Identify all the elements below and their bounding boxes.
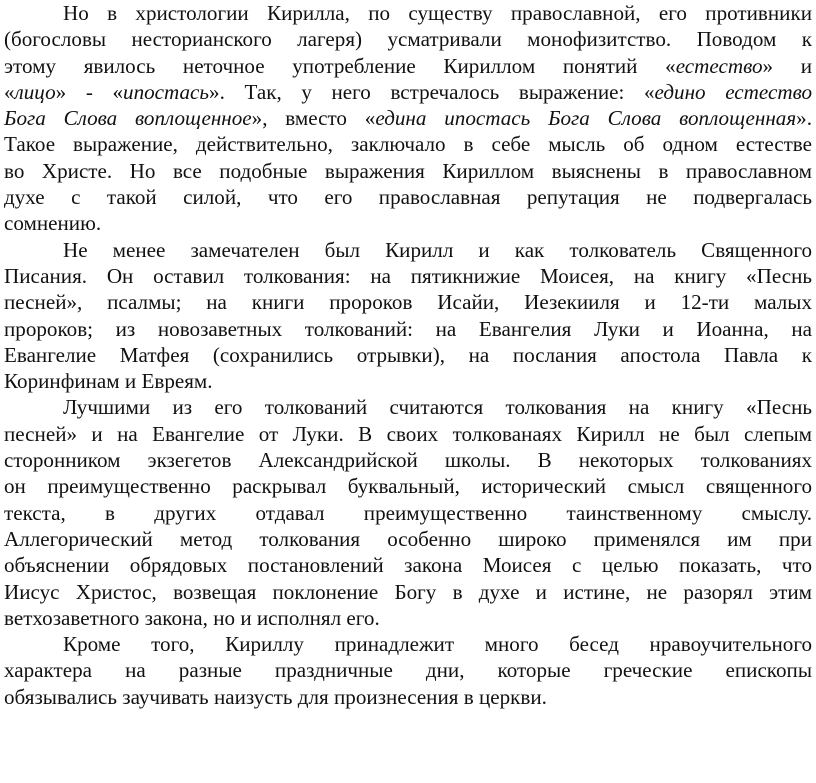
text-line: характера на разные праздничные дни, которые греческие епископы [4,658,812,683]
text-line: пророков; из новозаветных толкований: на Евангелия Луки и Иоанна, на [4,316,812,341]
text-line: ветхозаветного закона, но и исполнял его. [4,605,380,630]
paragraph-homilies [4,631,812,710]
text-line: Бога Слова воплощенное», вместо «едина ипостась Бога Слова воплощенная». [4,106,812,131]
text-line: духе с такой силой, что его православная репутация не подвергалась [4,185,812,210]
italic-term: лицо [14,79,56,104]
text-line: песней» и на Евангелие от Луки. В своих толкованаях Кирилл не был слепым [4,421,812,446]
text-line: Писания. Он оставил толкования: на пятикнижие Моисея, на книгу «Песнь [4,263,812,288]
text-line: Такое выражение, действительно, заключало в себе мысль об одном естестве [4,132,812,157]
text-line: Но в христологии Кирилла, по существу православной, его противники [63,1,812,25]
paragraph-best-interpretations [4,394,812,631]
italic-quote: Бога Слова воплощенное [4,106,252,131]
text-line: Лучшими из его толкований считаются толкования на книгу «Песнь [63,395,812,420]
text-line: сторонником экзегетов Александрийской школы. В некоторых толкованиях [4,448,812,473]
text-line: Не менее замечателен был Кирилл и как толкователь Священного [63,237,812,262]
text-line: сомнению. [4,211,102,236]
text-line: Коринфинам и Евреям. [4,369,213,394]
paragraph-christology [4,0,812,237]
italic-term: естество [675,53,763,78]
text-line: Иисус Христос, возвещая поклонение Богу в духе и истине, не разорял этим [4,579,812,604]
text-line: во Христе. Но все подобные выражения Кириллом выяснены в православном [4,158,812,183]
text-line: Кроме того, Кириллу принадлежит много бесед нравоучительного [63,632,812,657]
text-line: «лицо» - «ипостась». Так, у него встречалось выражение: «едино естество [4,79,813,104]
text-line: Евангелие Матфея (сохранились отрывки), на послания апостола Павла к [4,342,812,367]
text-line: этому явилось неточное употребление Кириллом понятий «естество» и [4,53,813,78]
text-line: текста, в других отдавал преимущественно таинственному смыслу. [4,500,812,525]
italic-quote: едино естество [654,79,813,104]
text-line: песней», псалмы; на книги пророков Исайи, Иезекииля и 12-ти малых [4,290,812,315]
text-line: он преимущественно раскрывал буквальный, исторический смысл священного [4,474,812,499]
text-line: объяснении обрядовых постановлений закона Моисея с целью показать, что [4,553,812,578]
italic-quote: едина ипостась Бога Слова воплощенная [375,106,797,131]
italic-term: ипостась [123,79,210,104]
text-line: (богословы несторианского лагеря) усматривали монофизитство. Поводом к [4,27,812,52]
text-line: Аллегорический метод толкования особенно широко применялся им при [4,526,812,551]
paragraph-interpreter [4,237,812,395]
text-line: обязывались заучивать наизусть для произнесения в церкви. [4,684,547,709]
